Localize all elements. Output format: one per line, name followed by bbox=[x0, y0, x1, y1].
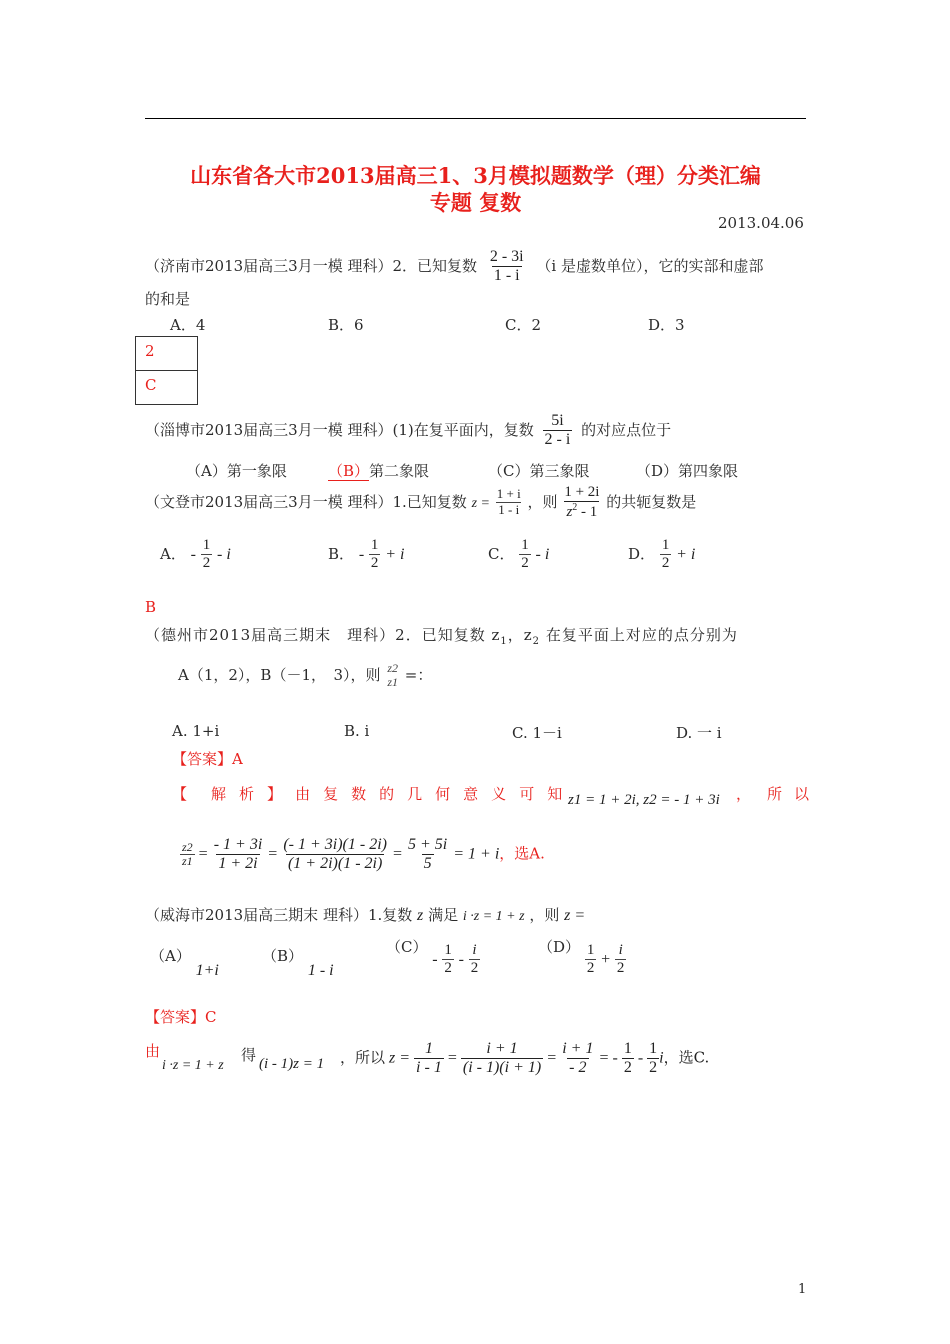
q5-answer: 【答案】C bbox=[145, 1008, 217, 1026]
q1-option-d: D．3 bbox=[648, 316, 685, 334]
q2-tail: 的对应点位于 bbox=[581, 420, 672, 439]
q1-answer-box-top bbox=[135, 336, 198, 371]
q3-z-eq: z = bbox=[471, 495, 490, 511]
q2-option-b bbox=[328, 460, 429, 481]
q4-points: A（1，2），B（－1， 3），则 bbox=[178, 665, 381, 684]
q5-line1: （威海市2013届高三期末 理科）1.复数 z 满足 i ·z = 1 + z ，则 z = bbox=[145, 906, 586, 924]
title-line-2: 专题 复数 bbox=[429, 190, 522, 215]
q1-line1 bbox=[145, 248, 763, 286]
q3-line1 bbox=[145, 484, 696, 522]
q4-line1: （德州市2013届高三期末 理科）2．已知复数 $z_1$，$z_2$ 在复平面上对应的点分别为 bbox=[145, 626, 738, 647]
q1-frac-num: 2 - 3i bbox=[489, 248, 524, 265]
q4-option-c: C. 1－i bbox=[512, 724, 562, 742]
q3-z-den: 1 - i bbox=[498, 502, 520, 518]
q5-solution-eq: (i - 1)z = 1 bbox=[259, 1056, 325, 1072]
q2-option-b-text: 第二象限 bbox=[369, 462, 430, 480]
q3-source: （文登市2013届高三3月一模 理科）1.已知复数 bbox=[145, 492, 467, 511]
q3-option-c: C． $\frac{1}{2}$ - i bbox=[488, 537, 550, 572]
q2-option-a: （A）第一象限 bbox=[186, 462, 287, 480]
q2-frac-den: 2 - i bbox=[544, 431, 571, 449]
q1-tail: （i 是虚数单位），它的实部和虚部 bbox=[536, 256, 764, 275]
q2-frac-num: 5i bbox=[551, 412, 564, 429]
q3-expr-fraction bbox=[562, 484, 601, 522]
q1-fraction bbox=[488, 248, 526, 286]
q4-option-a: A. 1+i bbox=[172, 722, 220, 740]
q5-option-b: （B） 1 - i bbox=[262, 947, 334, 979]
date: 2013.04.06 bbox=[718, 214, 804, 232]
title-line-1: 山东省各大市2013届高三1、3月模拟题数学（理）分类汇编 bbox=[190, 163, 761, 188]
q3-mid: ，则 bbox=[527, 492, 558, 511]
q1-option-b: B．6 bbox=[328, 316, 364, 334]
q4-option-b: B. i bbox=[344, 722, 370, 740]
q5-solution: 由 bbox=[145, 1042, 161, 1060]
q4-answer: 【答案】A bbox=[172, 750, 243, 768]
q4-analysis-row: 【 解 析 】 由 复 数 的 几 何 意 义 可 知 bbox=[172, 785, 563, 803]
q1-answer-box-bottom bbox=[135, 370, 198, 405]
q2-option-d: （D）第四象限 bbox=[636, 462, 739, 480]
q4-ratio-fraction: z2 z1 bbox=[387, 661, 398, 689]
q2-option-c: （C）第三象限 bbox=[488, 462, 590, 480]
q3-answer: B bbox=[145, 598, 157, 616]
q1-box-bottom-text: C bbox=[145, 376, 157, 394]
q5-solution-calc: ，所以 z = $\frac{1}{i - 1}$ = $\frac{i + 1}{(i - 1)(i + 1)}$ = $\frac{i + 1}{- 2}$ = - $\frac{1}{2}$ - $\frac{1}{2}$ i，选C. bbox=[340, 1040, 710, 1077]
q5-option-c: （C） - $\frac{1}{2}$ - $\frac{i}{2}$ bbox=[386, 937, 479, 977]
q1-source: （济南市2013届高三3月一模 理科）2．已知复数 bbox=[145, 256, 478, 275]
q3-option-d: D． $\frac{1}{2}$ + i bbox=[628, 537, 696, 572]
q4-analysis-math: z1 = 1 + 2i, z2 = - 1 + 3i bbox=[568, 792, 720, 808]
q1-line2: 的和是 bbox=[145, 290, 191, 308]
q3-expr-den: $z^2 - 1$ bbox=[566, 502, 598, 521]
q2-option-b-label: （B） bbox=[328, 462, 370, 480]
q5-solution-de: 得 bbox=[241, 1046, 257, 1064]
q3-z-num: 1 + i bbox=[496, 486, 521, 502]
q3-option-a: A． - $\frac{1}{2}$ - i bbox=[160, 537, 231, 572]
q4-line2 bbox=[178, 662, 432, 690]
q3-option-b: B． - $\frac{1}{2}$ + i bbox=[328, 537, 405, 572]
q2-line1 bbox=[145, 412, 671, 450]
q4-option-d: D. 一 i bbox=[676, 724, 722, 742]
q1-option-a: A．4 bbox=[170, 316, 206, 334]
q5-option-a: （A） 1+i bbox=[150, 947, 219, 979]
q4-calc: $\frac{z2}{z1}$ = $\frac{- 1 + 3i}{1 + 2i}$ = $\frac{(- 1 + 3i)(1 - 2i)}{(1 + 2i)(1 - 2i)}$ = $\frac{5 + 5i}{5}$ = 1 + i，选A. bbox=[182, 836, 545, 873]
q3-expr-num: 1 + 2i bbox=[564, 484, 600, 500]
q4-eq: =： bbox=[404, 665, 433, 684]
header-rule bbox=[145, 118, 806, 119]
q1-option-c: C．2 bbox=[505, 316, 542, 334]
q2-fraction bbox=[543, 412, 573, 450]
q1-frac-den: 1 - i bbox=[493, 267, 520, 285]
q4-analysis-end: ， 所 以 bbox=[736, 785, 810, 803]
q3-tail: 的共轭复数是 bbox=[606, 492, 697, 511]
q1-box-top-text: 2 bbox=[145, 342, 155, 360]
q3-z-fraction bbox=[495, 487, 523, 518]
q5-option-d: （D） $\frac{1}{2}$ + $\frac{i}{2}$ bbox=[538, 937, 625, 977]
q2-source: （淄博市2013届高三3月一模 理科）(1)在复平面内，复数 bbox=[145, 420, 534, 439]
q5-solution-cond: i ·z = 1 + z bbox=[162, 1058, 224, 1073]
page-number: 1 bbox=[798, 1282, 807, 1297]
